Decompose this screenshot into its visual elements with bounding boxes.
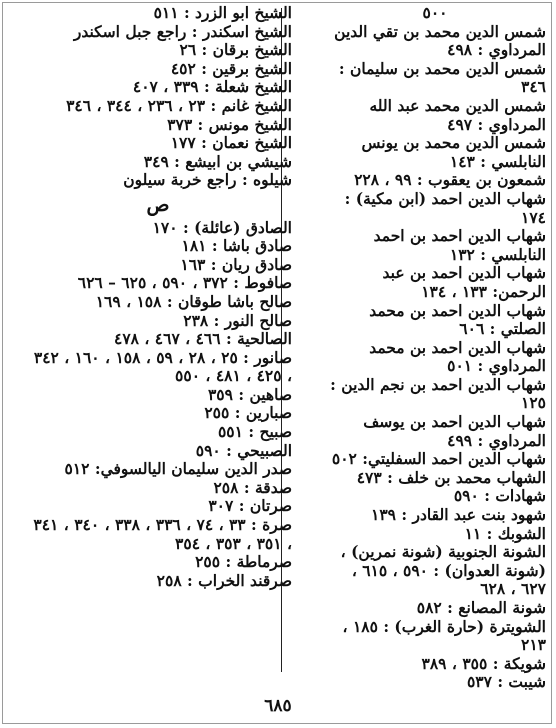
index-entry: صرقند الخراب : ٢٥٨ bbox=[156, 570, 292, 590]
index-entry: الشيخ اسكندر : راجع جبل اسكندر bbox=[73, 21, 292, 41]
index-entry: الشيخ مونس : ٣٧٣ bbox=[167, 114, 292, 134]
index-entry: شمس الدين محمد بن يونس النابلسي : ١٤٣ bbox=[361, 133, 546, 171]
index-entry: الشيخ ابو الزرد : ٥١١ bbox=[153, 3, 292, 22]
index-entry: صبارين : ٢٥٥ bbox=[204, 403, 292, 423]
index-entry: صاهين : ٣٥٩ bbox=[207, 384, 292, 404]
index-entry: الشيخ برقان : ٢٦ bbox=[179, 40, 292, 60]
index-entry: صانور : ٢٥ ، ٢٨ ، ٥٩ ، ١٥٨ ، ١٦٠ ، ٣٤٢ ، ٤٢٥ ، ٤٨١ ، ٥٥٠ bbox=[33, 347, 292, 386]
index-entry: شهاب الدين احمد بن نجم الدين : ١٢٥ bbox=[330, 374, 546, 413]
index-entry: شهود بنت عبد القادر : ١٣٩ bbox=[371, 505, 546, 525]
index-entry: صرتان : ٣٠٧ bbox=[208, 496, 292, 516]
index-entry: الشيخ برقين : ٤٥٢ bbox=[170, 58, 292, 78]
index-entry: الصادق (عائلة) : ١٧٠ bbox=[152, 217, 292, 237]
index-entry: صرماطة : ٢٥٥ bbox=[195, 552, 292, 572]
index-entry: الصالحية : ٤٦٦ ، ٤٦٧ ، ٤٧٨ bbox=[114, 329, 292, 349]
index-entry: ٥٠٠ bbox=[422, 3, 448, 22]
index-entry: شهاب الدين احمد بن محمد المرداوي : ٥٠١ bbox=[369, 337, 546, 376]
index-entry: شهاب الدين احمد بن عبد الرحمن: ١٣٣ ، ١٣٤ bbox=[382, 263, 546, 301]
index-entry: صافوط : ٣٧٢ ، ٥٩٠ ، ٦٢٥ – ٦٢٦ bbox=[77, 273, 292, 293]
index-entry: الشهاب محمد بن خلف : ٤٧٣ bbox=[356, 467, 546, 487]
index-entry: الشوبك : ١١ bbox=[464, 523, 546, 543]
index-entry: صادق ريان : ١٦٣ bbox=[180, 254, 292, 274]
index-entry: صالح النور : ٢٣٨ bbox=[183, 310, 292, 330]
index-entry: صدر الدين سليمان اليالسوفي: ٥١٢ bbox=[64, 459, 292, 479]
index-entry: صرة : ٣٣ ، ٧٤ ، ٣٣٦ ، ٣٣٨ ، ٣٤٠ ، ٣٤١ ، ٣٥١ ، ٣٥٣ ، ٣٥٤ bbox=[33, 515, 292, 553]
index-entry: صادق باشا : ١٨١ bbox=[181, 236, 292, 256]
section-heading: ص bbox=[146, 193, 170, 216]
index-entry: الشيخ غانم : ٢٣ ، ٢٣٦ ، ٣٤٤ ، ٣٤٦ bbox=[66, 95, 292, 115]
index-entry: شمس الدين محمد بن تقي الدين المرداوي : ٤٩٨ bbox=[334, 21, 546, 60]
index-entry: شويكة : ٣٥٥ ، ٣٨٩ bbox=[421, 653, 546, 673]
right-column bbox=[324, 4, 546, 692]
index-entry: شهاب الدين احمد (ابن مكية) : ١٧٤ bbox=[344, 188, 546, 227]
index-entry: شونة المصانع : ٥٨٢ bbox=[416, 598, 546, 617]
index-entry: صدقة : ٢٥٨ bbox=[213, 477, 292, 497]
index-entry: شمس الدين محمد عبد الله المرداوي : ٤٩٧ bbox=[369, 95, 546, 134]
index-entry: شيبت : ٥٣٧ bbox=[466, 672, 546, 692]
index-entry: صبيح : ٥٥١ bbox=[217, 422, 292, 442]
page-number: ٦٨٥ bbox=[264, 696, 292, 716]
index-entry: شهاب الدين احمد بن محمد الصلتي : ٦٠٦ bbox=[369, 300, 546, 339]
index-entry: الشيخ شعلة : ٣٣٩ ، ٤٠٧ bbox=[132, 77, 292, 97]
index-entry: الشويترة (حارة الغرب) : ١٨٥ ، ٢١٣ bbox=[342, 616, 546, 655]
index-entry: شيشي بن ابيشع : ٣٤٩ bbox=[143, 151, 292, 171]
index-entry: شهاب الدين احمد السفليتي: ٥٠٢ bbox=[331, 449, 546, 469]
index-entry: الشيخ نعمان : ١٧٧ bbox=[170, 133, 292, 153]
index-entry: شهاب الدين احمد بن احمد النابلسي : ١٣٢ bbox=[373, 226, 546, 264]
index-entry: شمس الدين محمد بن سليمان : ٣٤٦ bbox=[338, 58, 546, 97]
index-entry: الصبيحي : ٥٩٠ bbox=[195, 440, 292, 460]
index-entry: شهاب الدين احمد بن يوسف المرداوي : ٤٩٩ bbox=[363, 412, 546, 450]
index-entry: شيلوه : راجع خربة سيلون bbox=[123, 170, 292, 190]
index-entry: صالح باشا طوقان : ١٥٨ ، ١٦٩ bbox=[95, 291, 292, 311]
left-column bbox=[24, 4, 292, 590]
index-entry: شمعون بن يعقوب : ٩٩ ، ٢٢٨ bbox=[354, 170, 546, 190]
index-entry: الشونة الجنوبية (شونة نمرين) ، (شونة العدوان) : ٥٩٠ ، ٦١٥ ، ٦٢٧ ، ٦٢٨ bbox=[340, 542, 546, 599]
index-entry: شهادات : ٥٩٠ bbox=[453, 486, 546, 506]
